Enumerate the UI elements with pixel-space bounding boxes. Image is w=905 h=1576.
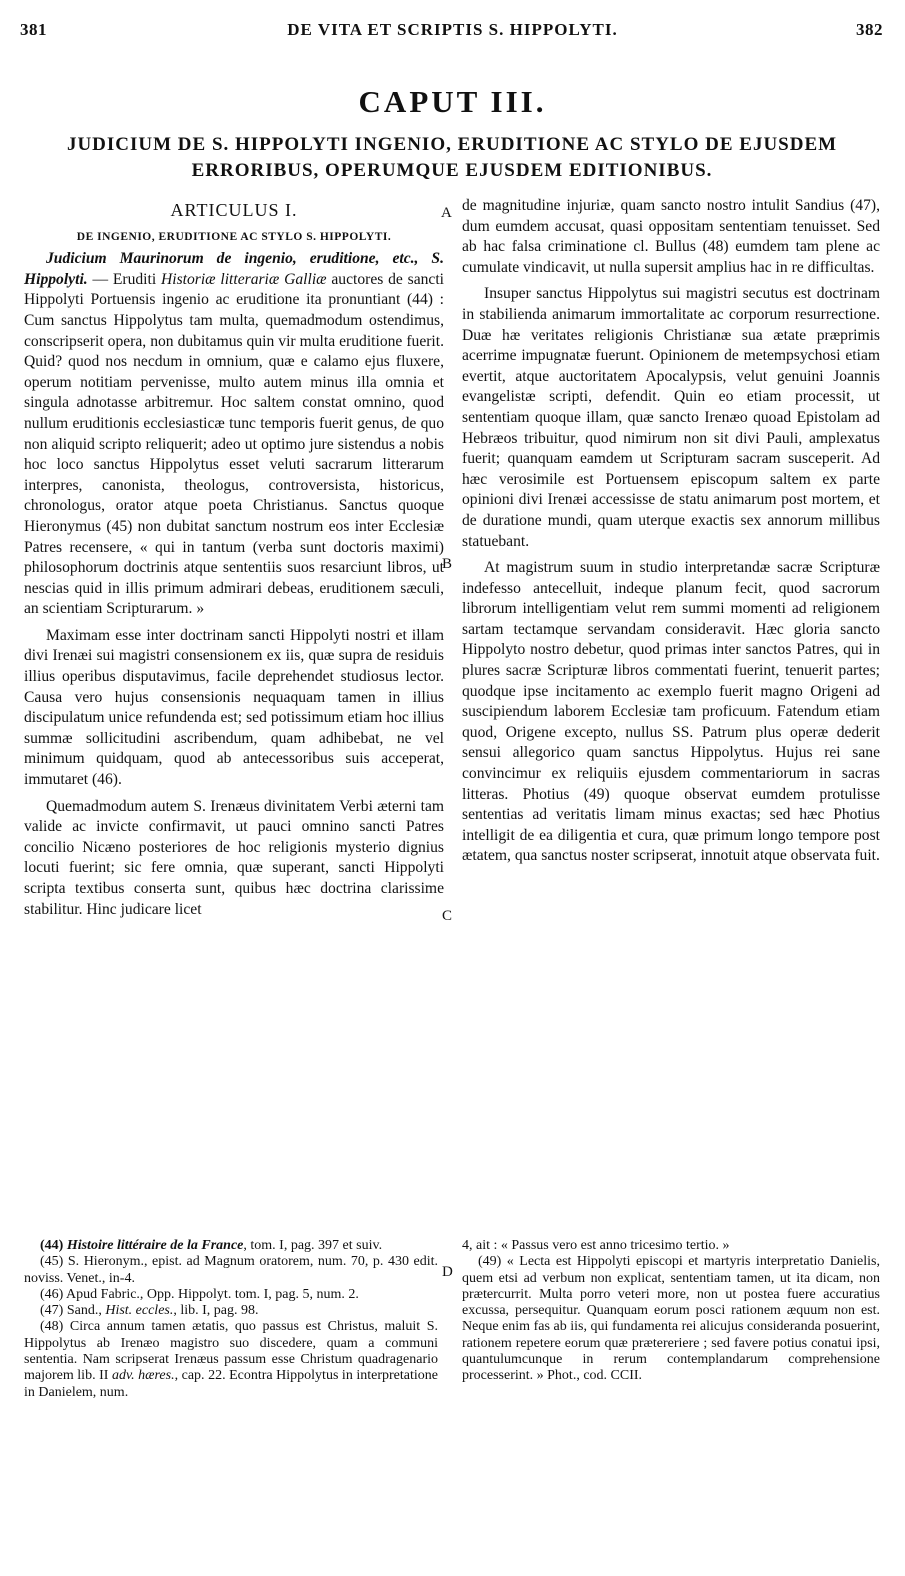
chapter-title-line-1: JUDICIUM DE S. HIPPOLYTI INGENIO, ERUDITIONE AC STYLO DE EJUSDEM <box>66 134 838 155</box>
paragraph <box>24 249 444 620</box>
right-column <box>462 196 880 867</box>
footnote: (45) S. Hieronym., epist. ad Magnum oratorem, num. 70, p. 430 edit. noviss. Venet., in-4. <box>24 1254 438 1286</box>
footnote-text: , lib. I, pag. 98. <box>173 1303 259 1319</box>
chapter-title-line-2: ERRORIBUS, OPERUMQUE EJUSDEM EDITIONIBUS. <box>191 160 713 181</box>
paragraph-dash: — Eruditi <box>87 270 161 288</box>
footnote <box>24 1319 438 1400</box>
paragraph: Quemadmodum autem S. Irenæus divinitatem Verbi æterni tam valide ac invicte confirmavit, ut pauci omnino sancti Patres concilio Nicæno posteriores de hoc religionis mysterio dignius locuti fuerint; sic fere omnia, quæ superant, sancti Hippolyti scripta textibus conserta sunt, quibus hæc doctrina clarissime stabilitur. Hinc judicare licet <box>24 797 444 918</box>
paragraph: Maximam esse inter doctrinam sancti Hippolyti nostri et illam divi Irenæi sui magistri consensionem ex iis, quæ supra de residuis illius operibus disputavimus, facile deprehendet studiosus lector. Causa vero hujus consensionis nequaquam tamen in illius discipulatum unice refundenda est; sed potissimum etiam hoc illius summæ sollicitudini ascribendum, quam adhibebat, ne vel minimum quidquam, quod ab antecessoribus suis acceperat, immutaret (46). <box>24 626 444 789</box>
footnote-text: (47) Sand., <box>40 1303 106 1319</box>
margin-marker-a: A <box>441 205 452 221</box>
chapter-heading: CAPUT III. <box>358 84 547 119</box>
footnote: (49) « Lecta est Hippolyti episcopi et martyris interpretatio Danielis, quem etsi ad verbum non explicat, sententiam tamen, ut ita dicam, non prætercurrit. Multa porro veteri more, non ut postea fuere accuratius excussa, persequitur. Quanquam eorum posci rationem æquum non est. Neque enim fas ab iis, qui fundamenta rei alicujus consideranda posuerint, rationem repetere eorum quæ prætereriere ; sed favere potius conatui ipsi, quantulumcunque in rerum contemplandarum comprehensione processerint. » Phot., cod. CCII. <box>462 1254 880 1384</box>
footnote-text: , cap. 22. Econtra Hippolytus in interpretatione in Danielem, num. <box>24 1368 438 1400</box>
footnote <box>24 1303 438 1319</box>
footnote-continuation: 4, ait : « Passus vero est anno tricesimo tertio. » <box>462 1238 730 1253</box>
work-title: Historiæ litterariæ Galliæ <box>160 270 327 288</box>
margin-marker-c: C <box>442 908 453 924</box>
article-title: ARTICULUS I. <box>170 200 298 220</box>
article-subtitle: DE INGENIO, ERUDITIONE AC STYLO S. HIPPOLYTI. <box>76 230 392 243</box>
paragraph-lead-italic: Judicium Maurinorum de ingenio, eruditione, etc., S. Hippolyti. <box>24 250 444 288</box>
paragraph: At magistrum suum in studio interpretandæ sacræ Scripturæ indefesso antecelluit, indeque planum fecit, quod sacrorum librorum intelligentiam velut rem summi momenti ad religionem sartam tectamque servandam consideravit. Hæc gloria sancto Hippolyto nostro debetur, quod primas inter sanctos Patres, qui in plures sacræ Scripturæ libros commentati fuerint, tenuerit partes; quodque ipse incitamento ac exemplo fuerit magno Origeni ad suscipiendum laborem Ecclesiæ tam proficuum. Fatendum etiam quod, Origene excepto, nullus SS. Patrum plus operæ dederit sensui allegorico quam sanctus Hippolytus. Hujus rei sane convincimur ex reliquiis ejusdem commentariorum in sacras litteras. Photius (49) quoque observat eumdem protulisse sententias ad veritatis limam minus exactas; sed hæc Photius intelligit de ea diligentia et cura, quæ primum longo tempore post ætatem, qua sanctus noster scripserat, innotuit atque observata fuit. <box>462 559 880 865</box>
footnote-title: Histoire littéraire de la France <box>66 1238 244 1253</box>
footnote: (46) Apud Fabric., Opp. Hippolyt. tom. I, pag. 5, num. 2. <box>40 1286 359 1302</box>
chapter-title <box>22 132 882 184</box>
footnote-number: (44) <box>40 1238 67 1253</box>
footnote-text: , tom. I, pag. 397 et suiv. <box>243 1238 383 1253</box>
footnotes-left <box>24 1238 438 1401</box>
left-column <box>24 196 444 920</box>
footnote-title: Hist. eccles. <box>105 1303 174 1319</box>
page-number-left: 381 <box>20 20 47 39</box>
paragraph-text: auctores de sancti Hippolyti Portuensis ingenio ac eruditione ita pronuntiant (44) : Cum sanctus Hippolytus tam multa, quemadmodum ostendimus, conscripserit opera, non dubitamus quin vir multa eruditione fuerit. Quid? quod nos necdum in omnium, quæ e calamo ejus fluxere, operum notitiam pervenisse, multo autem minus illa omnia et singula adnotasse arbitremur. Hoc saltem constat omnino, quod nullum eruditionis ecclesiasticæ tunc temporis fuerit genus, de quo non aliquid scripto reliquerit; adeo ut optimo jure sistendus a nobis hoc loco sanctus Hippolytus esset veluti sacrarum litterarum interpres, canonista, theologus, controversista, historicus, chronologus, orator atque poeta Christianus. Sanctus quoque Hieronymus (45) non dubitat sanctum nostrum eos inter Ecclesiæ Patres recensere, « qui in tantum (verba sunt doctoris maximi) philosophorum doctrinis atque sententiis suos resarciunt libros, ut nescias quid in illis primum admirari debeas, eruditionem sæculi, an scientiam Scripturarum. » <box>24 270 445 618</box>
footnote <box>24 1238 438 1254</box>
footnote-title: adv. hæres. <box>111 1368 175 1384</box>
page-number-right: 382 <box>856 20 883 39</box>
margin-marker-b: B <box>442 556 453 572</box>
footnote-text: (48) Circa annum tamen ætatis, quo passus est Christus, maluit S. Hippolytus ab Irenæo magistro suo discedere, quam a communi sententia. Nam scripserat Irenæus passum esse Christum quadragenario majorem lib. II <box>24 1319 438 1384</box>
footnotes-right <box>462 1238 880 1385</box>
margin-marker-d: D <box>442 1264 453 1280</box>
paragraph: de magnitudine injuriæ, quam sancto nostro intulit Sandius (47), dum eumdem accusat, quasi oppositam sententiam tenuisset. Sed ab hac falsa criminatione cl. Bullus (48) eumdem tam plene ac cumulate vindicavit, ut nulla supersit amplius hac in re difficultas. <box>462 197 880 276</box>
running-title: DE VITA ET SCRIPTIS S. HIPPOLYTI. <box>287 20 618 39</box>
paragraph: Insuper sanctus Hippolytus sui magistri secutus est doctrinam in stabilienda animarum immortalitate ac corporum resurrectione. Duæ hæ veritates religionis Christianæ sua ætate præprimis acerrime impugnatæ fuerunt. Opinionem de metempsychosi etiam evertit, atque auctoritatem Apocalypsis, velut genuini Joannis evangelistæ scripti, defendit. Quin eo etiam processit, ut sententiam quoque illam, quæ sancto Irenæo quoad Epistolam ad Hebræos tribuitur, quod nimirum non sit divi Pauli, amplexatus fuerit; quanquam eamdem ut Scripturam sacram susceperit. Ad hæc verosimile est Portuensem episcopum saltem ex parte opinioni divi Irenæi accessisse de statu animarum post mortem, et de duratione mundi, quam uterque exactis sex annorum millibus statuebant. <box>462 285 880 550</box>
